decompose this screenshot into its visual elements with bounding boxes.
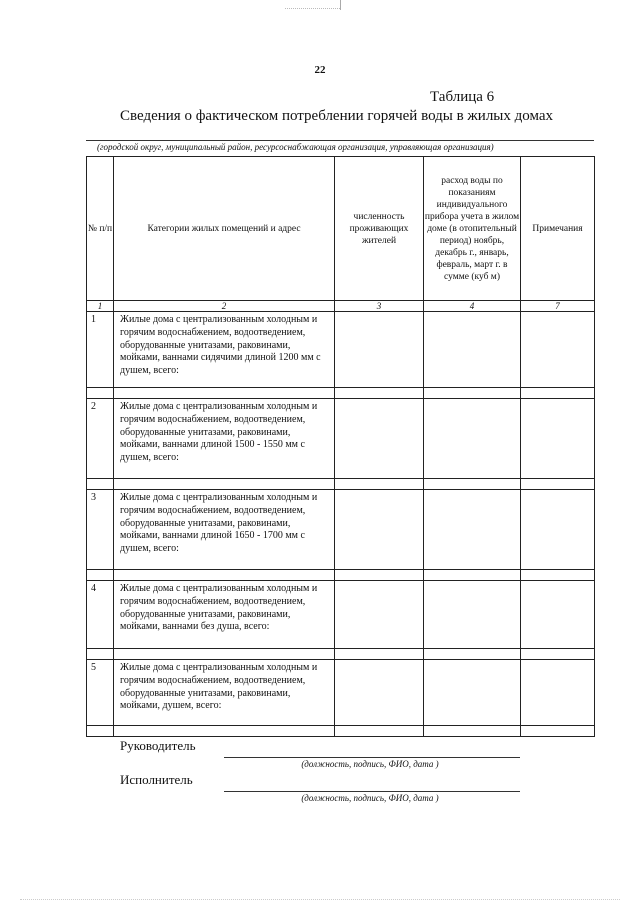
notes-cell[interactable]: [521, 312, 595, 388]
consumption-cell[interactable]: [424, 399, 521, 479]
consumption-cell[interactable]: [424, 490, 521, 570]
org-fill-line: [86, 140, 594, 141]
table-row: [87, 581, 595, 649]
residents-cell[interactable]: [335, 399, 424, 479]
table-row-blank: [87, 479, 595, 490]
notes-cell[interactable]: [521, 581, 595, 649]
consumption-cell[interactable]: [424, 581, 521, 649]
table-row: [87, 490, 595, 570]
head-signature-line[interactable]: [224, 757, 520, 758]
row-category: Жилые дома с централизованным холодным и горячим водоснабжением, водоотведением, оборудованные унитазами, раковинами, мойками, ваннами сидячими длиной 1200 мм с душем, всего:: [114, 312, 335, 388]
residents-cell[interactable]: [335, 312, 424, 388]
table-row-blank: [87, 649, 595, 660]
table-row-blank: [87, 726, 595, 737]
scan-mark: [340, 0, 341, 10]
column-number: 2: [114, 301, 335, 312]
head-caption: (должность, подпись, ФИО, дата ): [301, 759, 439, 769]
header-water-consumption: расход воды по показаниям индивидуального прибора учета в жилом доме (в отопительный период) ноябрь, декабрь г., январь, февраль, март г. в сумме (куб м): [424, 157, 521, 301]
executor-label: Исполнитель: [120, 772, 193, 787]
executor-signature-line[interactable]: [224, 791, 520, 792]
row-category: Жилые дома с централизованным холодным и горячим водоснабжением, водоотведением, оборудованные унитазами, раковинами, мойками, ваннами без душа, всего:: [114, 581, 335, 649]
column-number: 1: [87, 301, 114, 312]
column-number: 4: [424, 301, 521, 312]
residents-cell[interactable]: [335, 490, 424, 570]
header-notes: Примечания: [521, 157, 595, 301]
org-caption: (городской округ, муниципальный район, ресурсоснабжающая организация, управляющая организация): [97, 142, 494, 152]
header-residents: численность проживающих жителей: [335, 157, 424, 301]
row-number: 1: [87, 312, 114, 388]
row-category: Жилые дома с централизованным холодным и горячим водоснабжением, водоотведением, оборудованные унитазами, раковинами, мойками, ваннами длиной 1650 - 1700 мм с душем, всего:: [114, 490, 335, 570]
row-number: 5: [87, 660, 114, 726]
row-number: 2: [87, 399, 114, 479]
row-number: 4: [87, 581, 114, 649]
notes-cell[interactable]: [521, 660, 595, 726]
table-row: [87, 312, 595, 388]
table-row: [87, 660, 595, 726]
row-category: Жилые дома с централизованным холодным и горячим водоснабжением, водоотведением, оборудованные унитазами, раковинами, мойками, душем, всего:: [114, 660, 335, 726]
notes-cell[interactable]: [521, 399, 595, 479]
residents-cell[interactable]: [335, 660, 424, 726]
header-number: № п/п: [87, 157, 114, 301]
executor-caption: (должность, подпись, ФИО, дата ): [301, 793, 439, 803]
table-number: Таблица 6: [430, 89, 495, 105]
table-row: [87, 399, 595, 479]
residents-cell[interactable]: [335, 581, 424, 649]
consumption-table: [86, 156, 595, 737]
consumption-cell[interactable]: [424, 312, 521, 388]
head-label: Руководитель: [120, 738, 196, 753]
column-number: 7: [521, 301, 595, 312]
header-row: [87, 157, 595, 301]
scan-artifact: [20, 899, 620, 900]
header-category: Категории жилых помещений и адрес: [114, 157, 335, 301]
row-category: Жилые дома с централизованным холодным и горячим водоснабжением, водоотведением, оборудованные унитазами, раковинами, мойками, ваннами длиной 1500 - 1550 мм с душем, всего:: [114, 399, 335, 479]
page-number: 22: [314, 64, 326, 76]
table-row-blank: [87, 388, 595, 399]
column-number-row: [87, 301, 595, 312]
table-title: Сведения о фактическом потреблении горячей воды в жилых домах: [120, 108, 554, 124]
scan-artifact: [285, 8, 340, 9]
notes-cell[interactable]: [521, 490, 595, 570]
row-number: 3: [87, 490, 114, 570]
table-row-blank: [87, 570, 595, 581]
consumption-cell[interactable]: [424, 660, 521, 726]
column-number: 3: [335, 301, 424, 312]
